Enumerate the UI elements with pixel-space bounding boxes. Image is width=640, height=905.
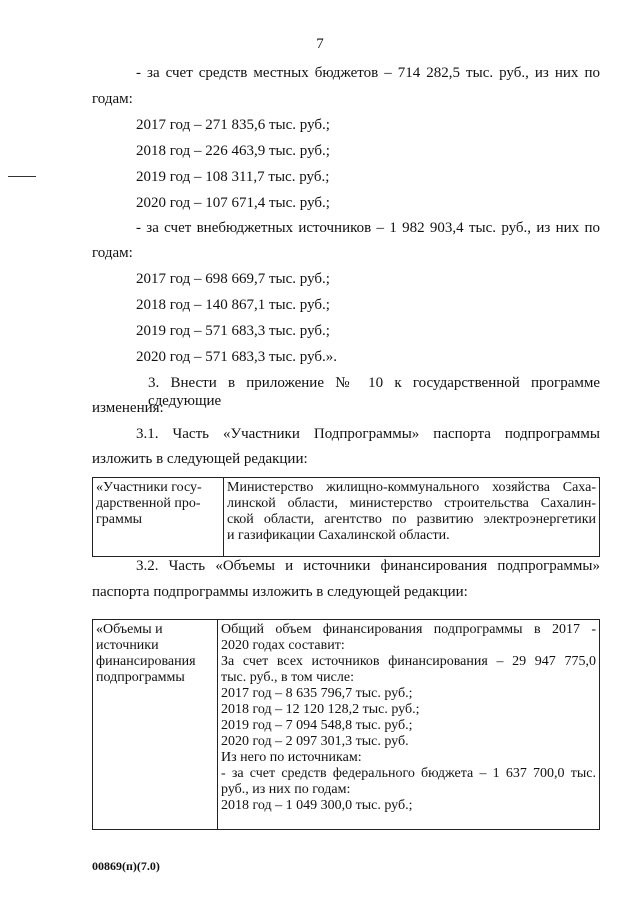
extra-year-line: 2018 год – 140 867,1 тыс. руб.; (136, 297, 330, 313)
item-3-1-line-1: 3.1. Часть «Участники Подпрограммы» паспорта подпрограммы (136, 426, 600, 442)
extra-budget-line: - за счет внебюджетных источников – 1 982 903,4 тыс. руб., из них по (136, 220, 600, 236)
participants-label-cell: «Участники госу- дарственной про- граммы (93, 478, 224, 557)
local-budget-years-label: годам: (92, 91, 133, 107)
margin-mark (8, 176, 36, 177)
participants-value-cell: Министерство жилищно-коммунального хозяйства Саха- линской области, министерство строительства Сахалин- ской области, агентство по развитию электроэнергетики и газификации Сахалинской области. (224, 478, 600, 557)
participants-table (92, 477, 600, 557)
extra-year-line: 2019 год – 571 683,3 тыс. руб.; (136, 323, 330, 339)
local-budget-line: - за счет средств местных бюджетов – 714 282,5 тыс. руб., из них по (136, 65, 600, 81)
financing-value-cell: Общий объем финансирования подпрограммы в 2017 - 2020 годах составит: За счет всех источников финансирования – 29 947 775,0 тыс. руб., в том числе: 2017 год – 8 635 796,7 тыс. руб.; 2018 год – 12 120 128,2 тыс. руб.; 2019 год – 7 094 548,8 тыс. руб.; 2020 год – 2 097 301,3 тыс. руб. Из него по источникам: - за счет средств федерального бюджета – 1 637 700,0 тыс. руб., из них по годам: 2018 год – 1 049 300,0 тыс. руб.; (218, 620, 600, 830)
local-year-line: 2019 год – 108 311,7 тыс. руб.; (136, 169, 330, 185)
item-3-1-line-2: изложить в следующей редакции: (92, 451, 308, 467)
page-number: 7 (316, 36, 324, 52)
item-3-line-1: 3. Внести в приложение № 10 к государственной программе следующие (148, 375, 600, 409)
extra-year-line: 2020 год – 571 683,3 тыс. руб.». (136, 349, 338, 365)
financing-table (92, 619, 600, 830)
item-3-line-2: изменения: (92, 400, 164, 416)
footer-code: 00869(п)(7.0) (92, 859, 160, 873)
extra-budget-years-label: годам: (92, 245, 133, 261)
item-3-2-line-1: 3.2. Часть «Объемы и источники финансирования подпрограммы» (136, 558, 600, 574)
local-year-line: 2018 год – 226 463,9 тыс. руб.; (136, 143, 330, 159)
local-year-line: 2017 год – 271 835,6 тыс. руб.; (136, 117, 330, 133)
extra-year-line: 2017 год – 698 669,7 тыс. руб.; (136, 271, 330, 287)
financing-label-cell: «Объемы и источники финансирования подпрограммы (93, 620, 218, 830)
local-year-line: 2020 год – 107 671,4 тыс. руб.; (136, 195, 330, 211)
item-3-2-line-2: паспорта подпрограммы изложить в следующей редакции: (92, 584, 468, 600)
